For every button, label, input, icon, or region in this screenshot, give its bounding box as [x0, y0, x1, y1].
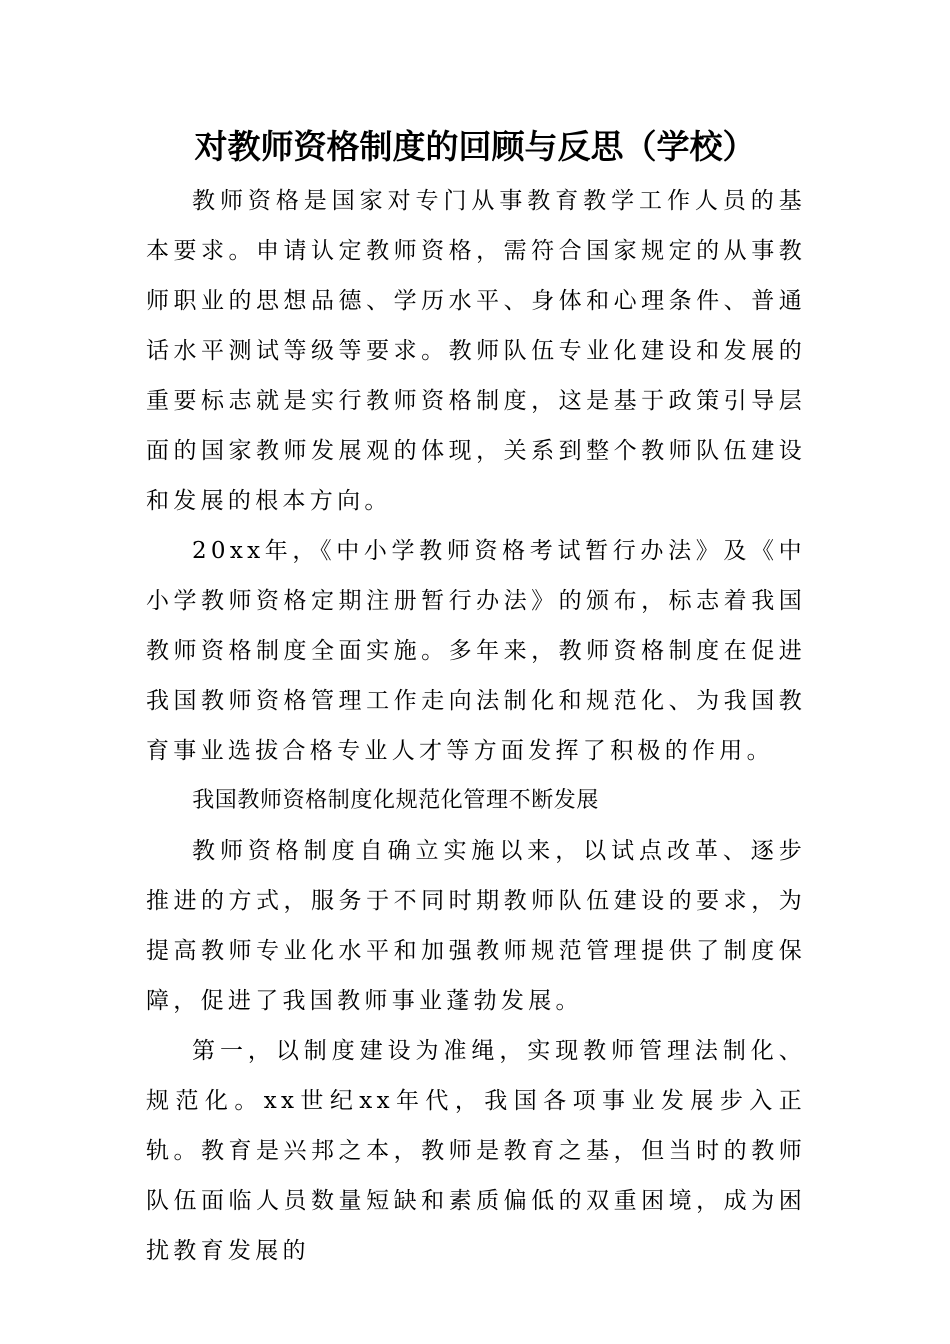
document-title: 对教师资格制度的回顾与反思（学校）	[194, 127, 756, 166]
section-heading: 我国教师资格制度化规范化管理不断发展	[192, 788, 599, 813]
paragraph-intro: 教师资格是国家对专门从事教育教学工作人员的基本要求。申请认定教师资格，需符合国家规定的从事教师职业的思想品德、学历水平、身体和心理条件、普通话水平测试等级等要求。教师队伍专业化建设和发展的重要标志就是实行教师资格制度，这是基于政策引导层面的国家教师发展观的体现，关系到整个教师队伍建设和发展的根本方向。	[146, 188, 806, 514]
paragraph-history: 20xx年，《中小学教师资格考试暂行办法》及《中小学教师资格定期注册暂行办法》的颁布，标志着我国教师资格制度全面实施。多年来，教师资格制度在促进我国教师资格管理工作走向法制化和规范化、为我国教育事业选拔合格专业人才等方面发挥了积极的作用。	[146, 538, 806, 764]
paragraph-overview: 教师资格制度自确立实施以来，以试点改革、逐步推进的方式，服务于不同时期教师队伍建设的要求，为提高教师专业化水平和加强教师规范管理提供了制度保障，促进了我国教师事业蓬勃发展。	[146, 838, 806, 1014]
document-body	[146, 176, 806, 1276]
paragraph-first-point: 第一，以制度建设为准绳，实现教师管理法制化、规范化。xx世纪xx年代，我国各项事业发展步入正轨。教育是兴邦之本，教师是教育之基，但当时的教师队伍面临人员数量短缺和素质偏低的双重困境，成为困扰教育发展的	[146, 1038, 806, 1264]
